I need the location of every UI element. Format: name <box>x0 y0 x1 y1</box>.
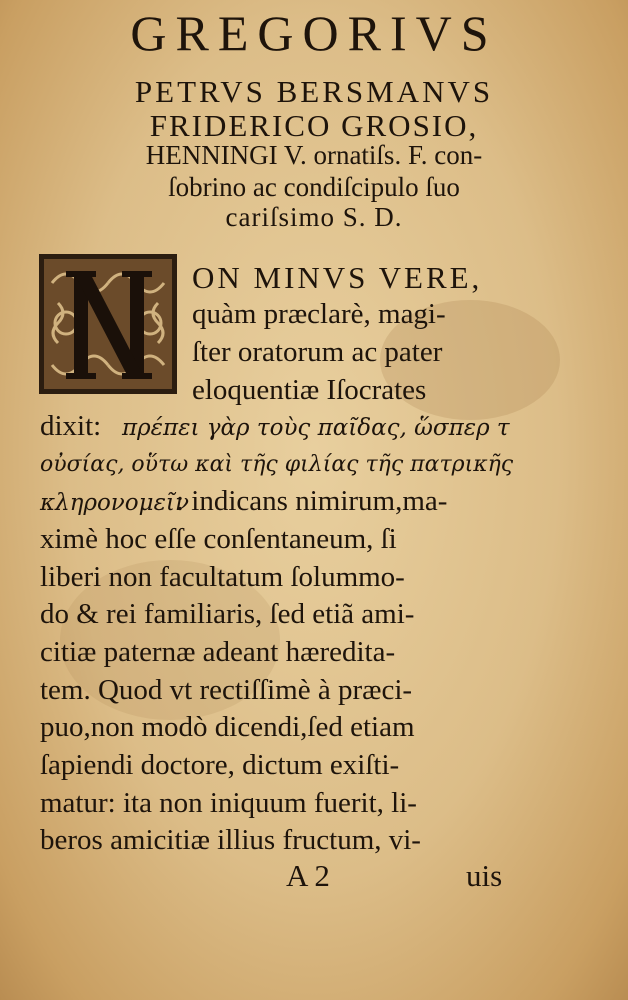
greek-text-line: οὐσίας, οὕτω καὶ τῆς φιλίας τῆς πατρικῆς <box>40 452 514 477</box>
text-line: do & rei familiaris, ſed etiã ami- <box>40 598 415 630</box>
heading-line-4: HENNINGI V. ornatiſs. F. con- <box>145 140 483 170</box>
heading-line-6: cariſsimo S. D. <box>225 202 403 232</box>
greek-text-line: κληρονομεῖν <box>40 490 189 516</box>
catchword: uis <box>466 858 503 893</box>
text-line: ximè hoc eſſe conſentaneum, ſi <box>40 523 397 555</box>
text-line: : indicans nimirum,ma- <box>176 485 448 517</box>
text-line: dixit: <box>40 410 102 442</box>
heading-author-name: PETRVS BERSMANVS <box>134 74 494 109</box>
text-line: puo,non modò dicendi,ſed etiam <box>40 711 415 743</box>
text-line: citiæ paternæ adeant hæredita- <box>40 636 396 668</box>
text-line: ON MINVS VERE, <box>192 260 483 295</box>
greek-text-line: πρέπει γὰρ τοὺς παῖδας, ὥσπερ τ <box>122 415 510 441</box>
text-line: matur: ita non iniquum fuerit, li- <box>40 787 417 819</box>
signature-mark: A 2 <box>286 858 330 893</box>
text-line: beros amicitiæ illius fructum, vi- <box>40 824 421 856</box>
text-line: tem. Quod vt rectiſſimè à præci- <box>40 674 413 706</box>
text-line: ſter oratorum ac pater <box>192 336 443 368</box>
text-line: liberi non facultatum ſolummo- <box>40 561 405 593</box>
decorated-initial-n <box>38 253 178 395</box>
text-line: quàm præclarè, magi- <box>192 298 446 330</box>
heading-recipient: FRIDERICO GROSIO, <box>149 108 479 143</box>
heading-line-5: ſobrino ac condiſcipulo ſuo <box>168 172 460 202</box>
text-line: eloquentiæ Iſocrates <box>192 374 427 406</box>
heading-author-first-name: GREGORIVS <box>130 5 498 61</box>
text-line: ſapiendi doctore, dictum exiſti- <box>40 749 400 781</box>
